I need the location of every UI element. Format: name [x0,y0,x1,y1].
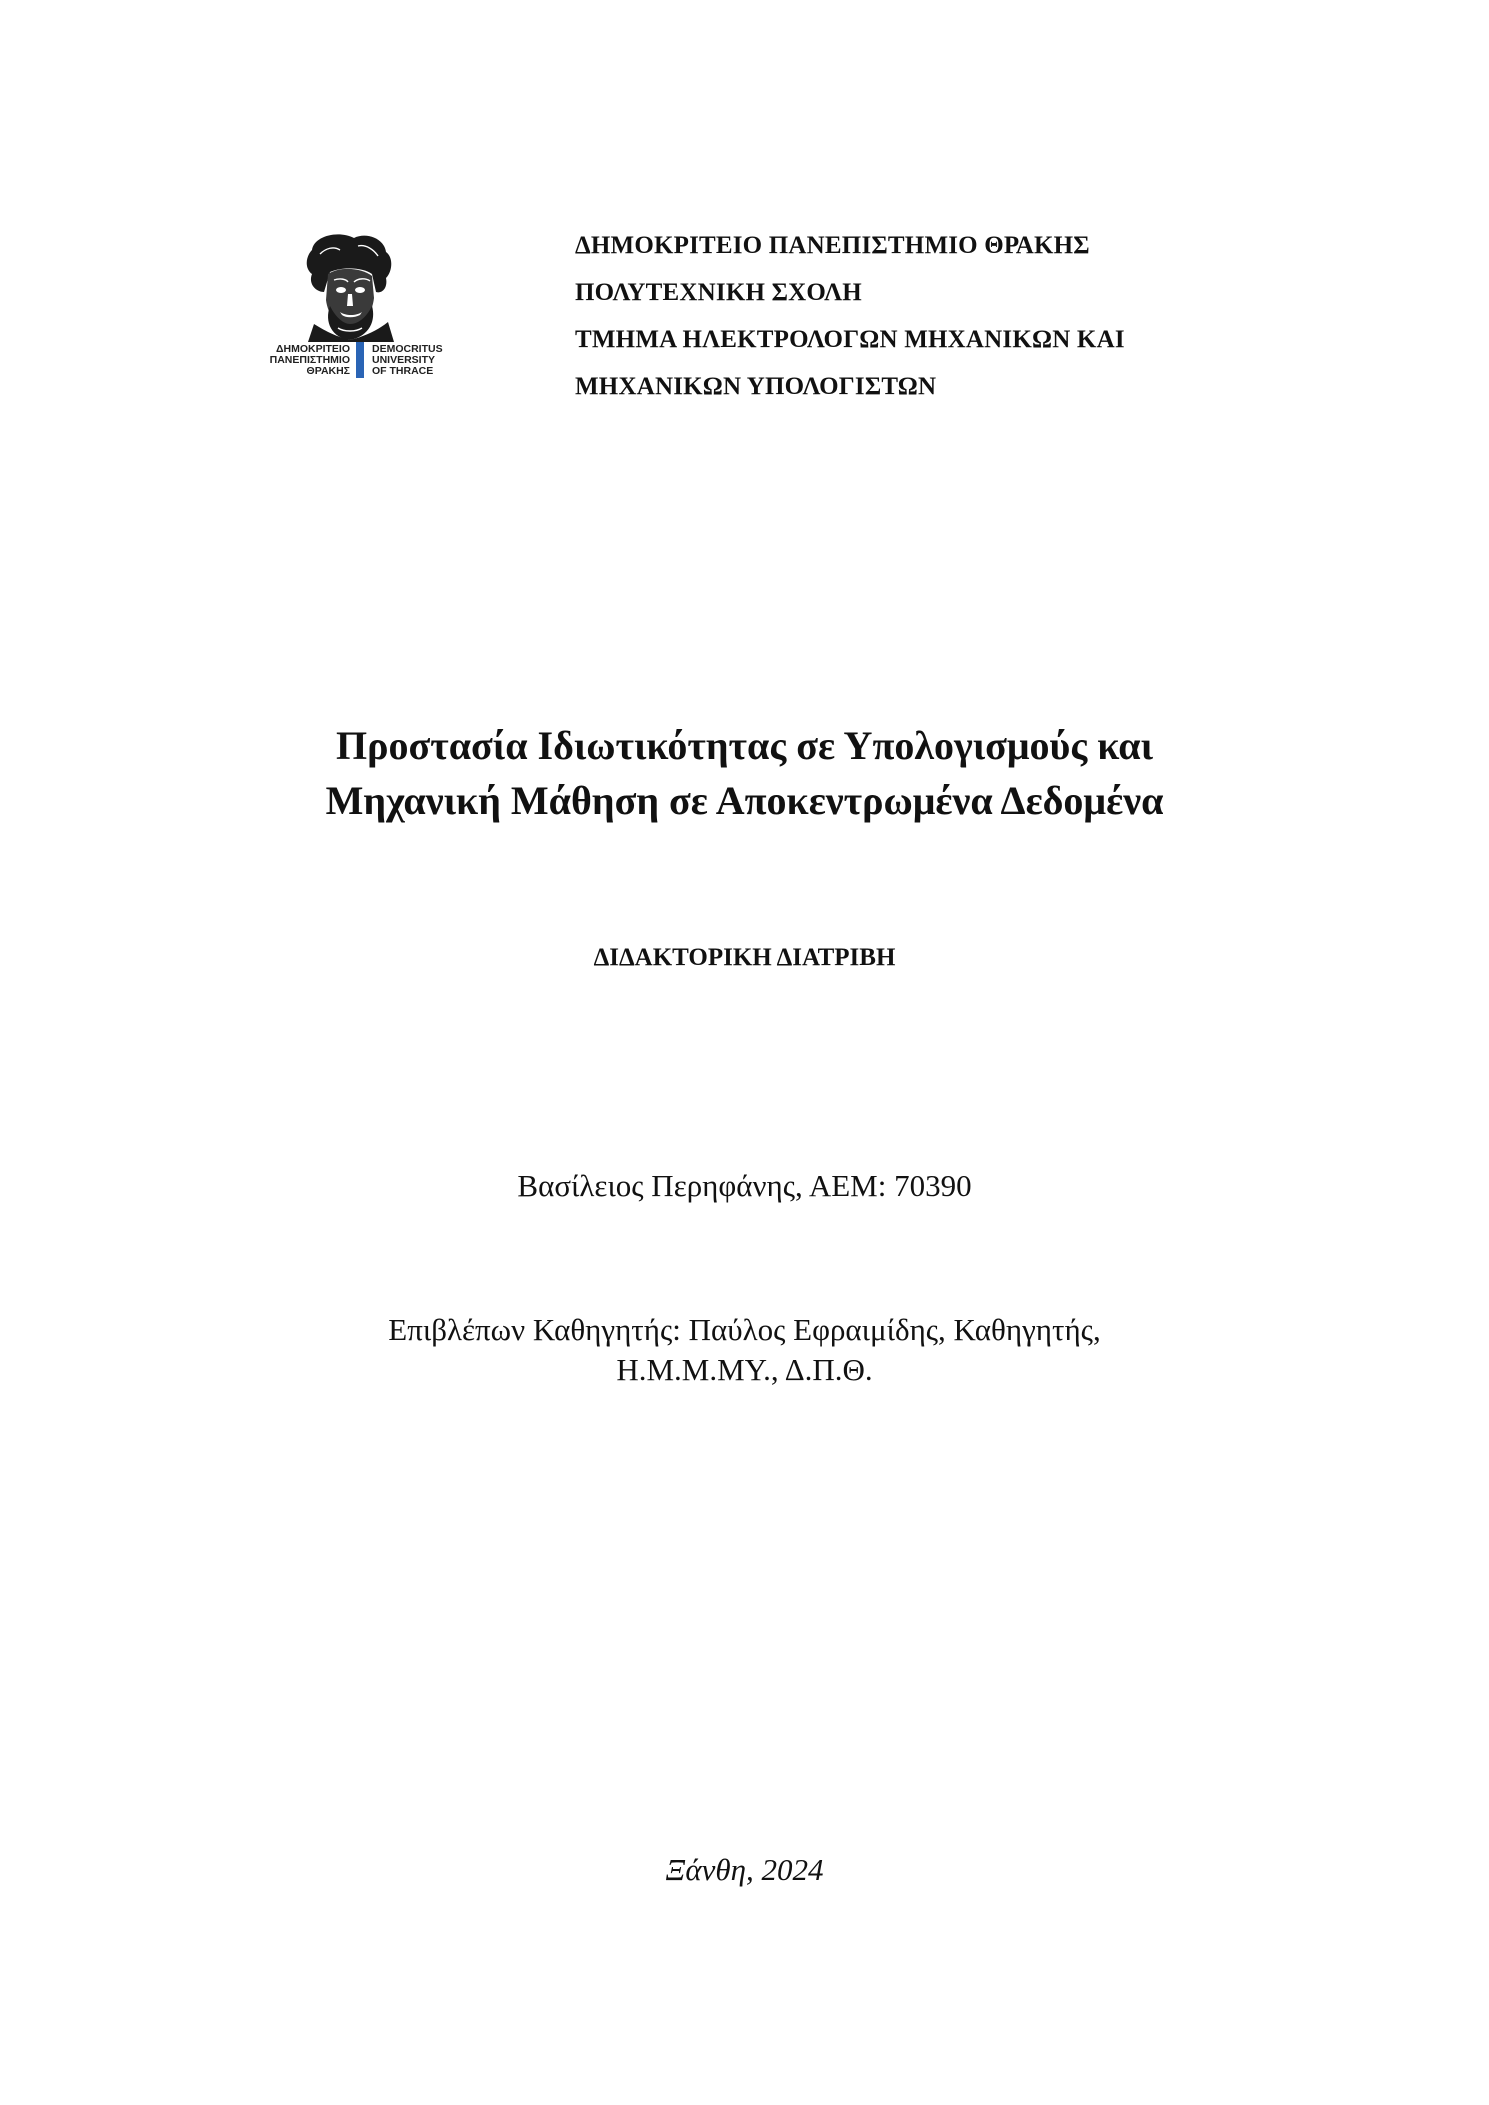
thesis-title-line-1: Προστασία Ιδιωτικότητας σε Υπολογισμούς και [336,723,1153,768]
logo-divider-bar [356,342,364,378]
logo-text-greek [254,344,350,377]
logo-greek-line-1: ΔΗΜΟΚΡΙΤΕΙΟ [275,343,350,355]
university-logo [254,232,464,392]
header-department-line-2: ΜΗΧΑΝΙΚΩΝ ΥΠΟΛΟΓΙΣΤΩΝ [575,373,937,400]
header-university: ΔΗΜΟΚΡΙΤΕΙΟ ΠΑΝΕΠΙΣΤΗΜΙΟ ΘΡΑΚΗΣ [575,232,1090,259]
thesis-title-line-2: Μηχανική Μάθηση σε Αποκεντρωμένα Δεδομένα [325,778,1164,823]
democritus-bust-icon [254,232,464,342]
supervisor-line-1: Επιβλέπων Καθηγητής: Παύλος Εφραιμίδης, Καθηγητής, [388,1312,1101,1347]
supervisor-line-2: Η.Μ.Μ.ΜΥ., Δ.Π.Θ. [616,1352,873,1387]
logo-english-line-1: DEMOCRITUS [372,343,443,355]
logo-text-english [372,344,472,377]
author-line: Βασίλειος Περηφάνης, ΑΕΜ: 70390 [517,1168,972,1203]
supervisor-block [0,1310,1489,1390]
header-school: ΠΟΛΥΤΕΧΝΙΚΗ ΣΧΟΛΗ [575,279,862,306]
thesis-title [0,718,1489,828]
logo-english-line-3: OF THRACE [372,365,434,377]
header-department-line-1: ΤΜΗΜΑ ΗΛΕΚΤΡΟΛΟΓΩΝ ΜΗΧΑΝΙΚΩΝ ΚΑΙ [575,326,1125,353]
document-type: ΔΙΔΑΚΤΟΡΙΚΗ ΔΙΑΤΡΙΒΗ [593,944,896,971]
place-and-year: Ξάνθη, 2024 [665,1852,824,1887]
logo-greek-line-2: ΠΑΝΕΠΙΣΤΗΜΙΟ [269,354,350,366]
logo-greek-line-3: ΘΡΑΚΗΣ [306,365,350,377]
logo-english-line-2: UNIVERSITY [372,354,436,366]
institution-header [575,222,1335,410]
